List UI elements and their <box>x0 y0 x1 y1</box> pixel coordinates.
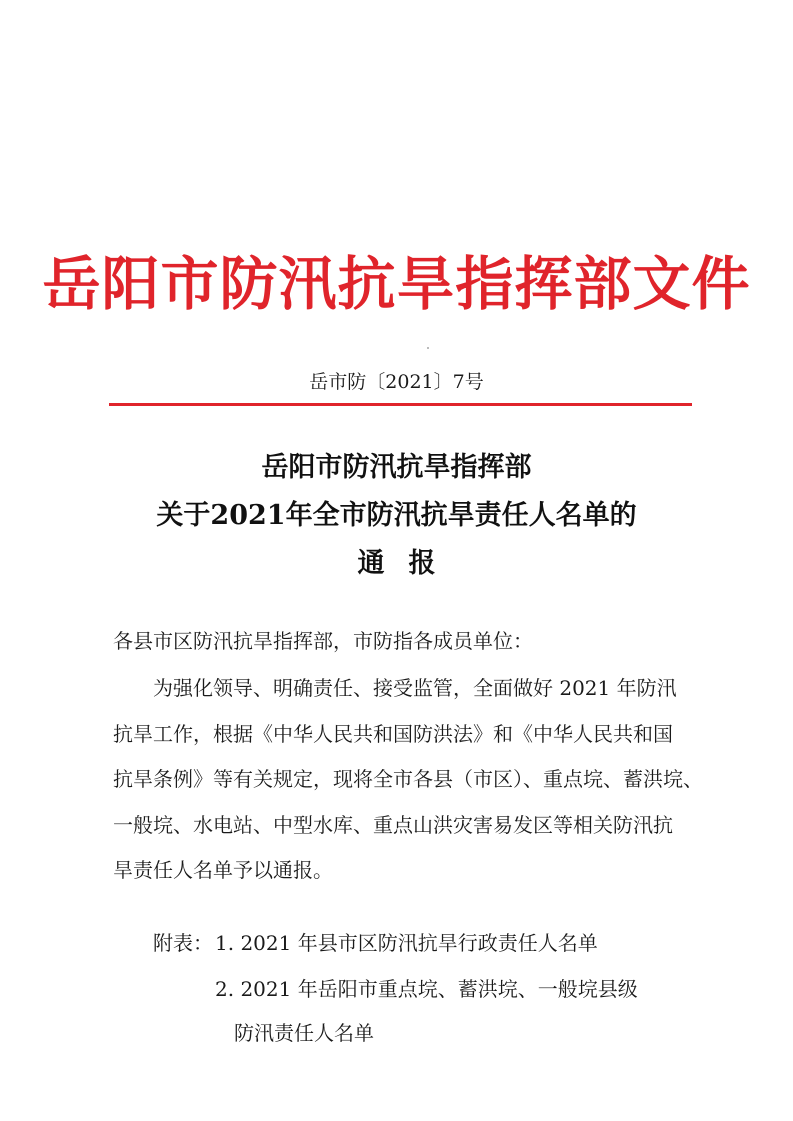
paragraph-line: 抗旱条例》等有关规定，现将全市各县（市区）、重点垸、蓄洪垸、 <box>113 767 703 791</box>
document-number: 岳市防〔2021〕7号 <box>309 371 484 393</box>
paragraph-line: 一般垸、水电站、中型水库、重点山洪灾害易发区等相关防汛抗 <box>113 813 673 837</box>
notice-title-char-tong: 通 <box>357 548 385 579</box>
salutation: 各县市区防汛抗旱指挥部，市防指各成员单位： <box>113 629 533 653</box>
notice-title-line-2: 关于2021年全市防汛抗旱责任人名单的 <box>156 500 637 531</box>
paragraph-line: 抗旱工作，根据《中华人民共和国防洪法》和《中华人民共和国 <box>113 722 673 746</box>
notice-title-line-3 <box>0 544 793 584</box>
document-header-title: 岳阳市防汛抗旱指挥部文件 <box>42 250 751 318</box>
attachment-item: 1. 2021 年县市区防汛抗旱行政责任人名单 <box>215 931 598 955</box>
attachment-item: 2. 2021 年岳阳市重点垸、蓄洪垸、一般垸县级 <box>215 977 638 1001</box>
notice-title-line-1: 岳阳市防汛抗旱指挥部 <box>261 452 532 483</box>
red-divider-line <box>109 403 692 406</box>
paragraph-line: 为强化领导、明确责任、接受监管，全面做好 2021 年防汛 <box>153 676 677 700</box>
attachment-item-continuation: 防汛责任人名单 <box>234 1021 374 1045</box>
notice-title-char-bao: 报 <box>408 548 436 579</box>
attachments-label: 附表： <box>153 931 213 955</box>
scan-speck <box>427 347 429 349</box>
paragraph-line: 旱责任人名单予以通报。 <box>113 858 333 882</box>
